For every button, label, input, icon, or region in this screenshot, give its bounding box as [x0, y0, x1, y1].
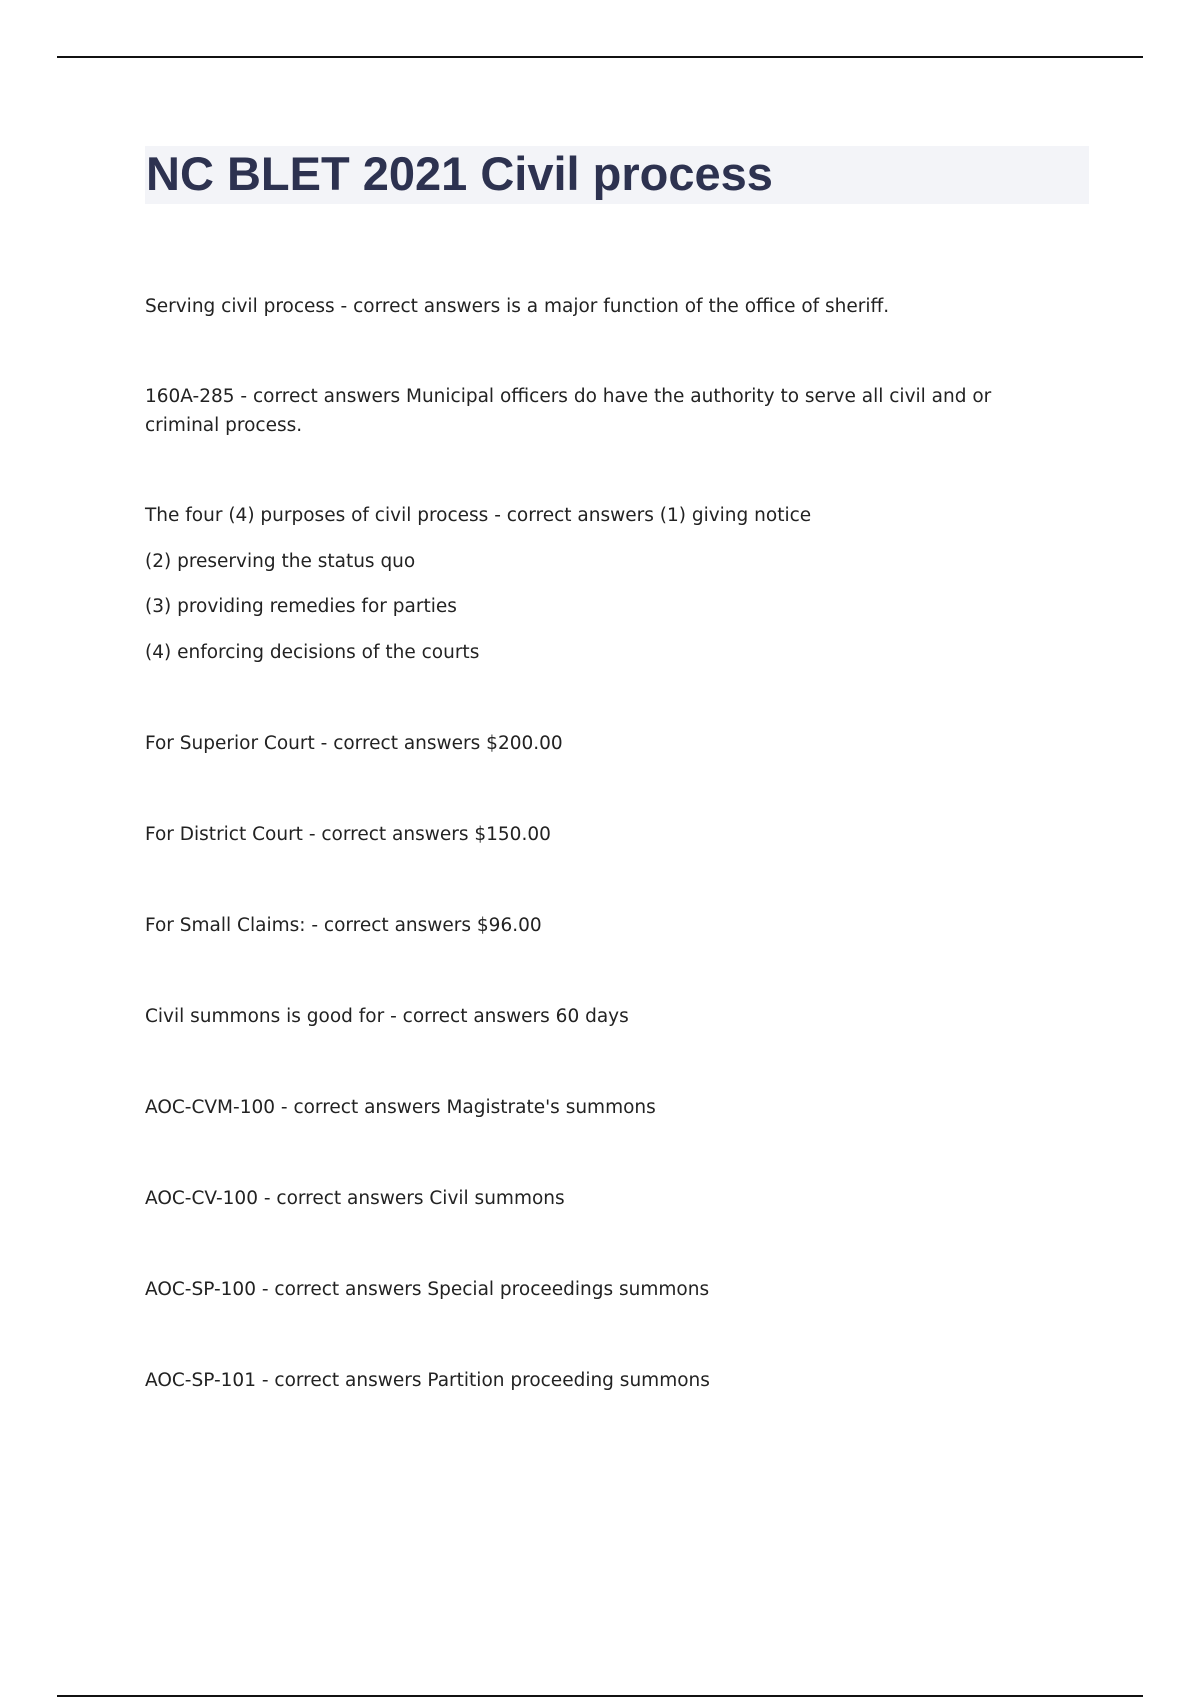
bottom-rule — [57, 1695, 1143, 1697]
purpose-item-2: (2) preserving the status quo — [145, 551, 416, 572]
flashcard-entry-four-purposes: The four (4) purposes of civil process - correct answers (1) giving notice — [145, 505, 812, 526]
purpose-item-3: (3) providing remedies for parties — [145, 596, 457, 617]
page-title: NC BLET 2021 Civil process — [146, 147, 773, 200]
flashcard-entry-district-court: For District Court - correct answers $150.00 — [145, 824, 551, 845]
flashcard-entry-superior-court: For Superior Court - correct answers $200.00 — [145, 733, 563, 754]
flashcard-entry-aoc-sp-101: AOC-SP-101 - correct answers Partition proceeding summons — [145, 1370, 710, 1391]
flashcard-entry-160a-285: 160A-285 - correct answers Municipal officers do have the authority to serve all civil and or criminal process. — [145, 386, 992, 436]
flashcard-entry-aoc-sp-100: AOC-SP-100 - correct answers Special proceedings summons — [145, 1279, 710, 1300]
flashcard-entry-aoc-cv-100: AOC-CV-100 - correct answers Civil summons — [145, 1188, 565, 1209]
flashcard-entry-serving-civil-process: Serving civil process - correct answers is a major function of the office of sheriff. — [145, 296, 890, 317]
flashcard-entry-aoc-cvm-100: AOC-CVM-100 - correct answers Magistrate's summons — [145, 1097, 656, 1118]
purpose-item-4: (4) enforcing decisions of the courts — [145, 642, 480, 663]
flashcard-entry-civil-summons-duration: Civil summons is good for - correct answers 60 days — [145, 1006, 629, 1027]
top-rule — [57, 56, 1143, 58]
flashcard-entry-small-claims: For Small Claims: - correct answers $96.00 — [145, 915, 542, 936]
